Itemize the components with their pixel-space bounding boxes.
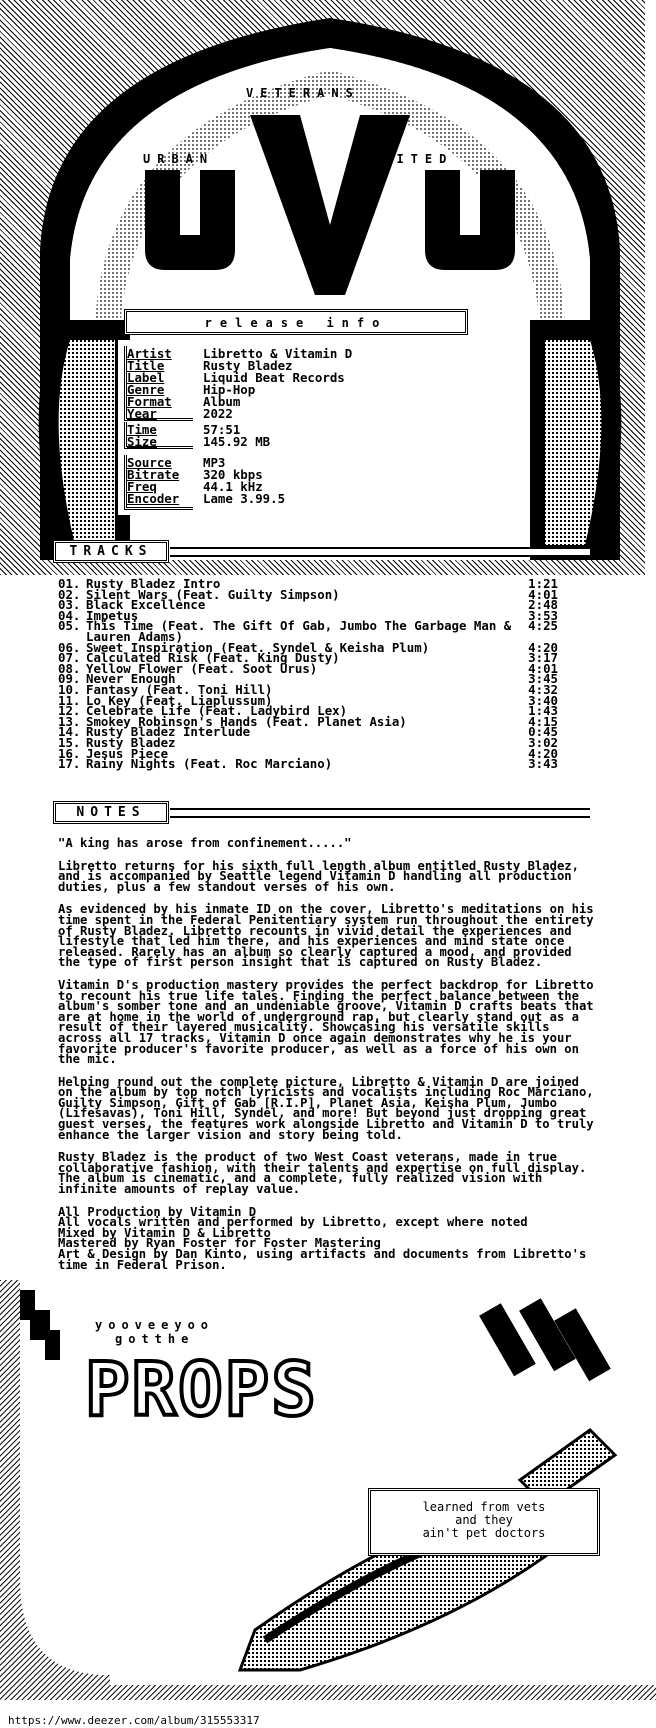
notes-paragraph: Helping round out the complete picture, Libretto & Vitamin D are joined on the album by top notch lyricists and vocalists including Roc Marciano, Guilty Simpson, Gift of Gab [R.I.P], Planet Asia, Keisha Plum, Jumbo (Lifesavas), Toni Hill, Syndel, and more! But beyond just dropping great guest verses, the features work alongside Libretto and Vitamin D to truly enhance the larger vision and story being told. [58, 1074, 594, 1142]
props-big-word: PROPS [85, 1347, 318, 1433]
release-info-value: MP3 [203, 455, 226, 470]
track-title: This Time (Feat. The Gift Of Gab, Jumbo The Garbage Man & [86, 618, 512, 634]
notes-heading-label: NOTES [76, 805, 146, 820]
track-number: 02. [58, 586, 81, 602]
track-duration: 2:48 [528, 597, 558, 613]
release-info-label: Time [127, 422, 157, 437]
release-info-value: Hip-Hop [203, 382, 256, 397]
notes-heading [53, 801, 169, 824]
track-number: 16. [58, 745, 81, 761]
header-art [0, 0, 656, 580]
track-number: 01. [58, 576, 81, 591]
release-info-label: Format [127, 394, 172, 409]
track-duration: 3:53 [528, 607, 558, 623]
credit-line: All vocals written and performed by Libretto, except where noted [58, 1215, 528, 1230]
release-info-value: 320 kbps [203, 467, 263, 482]
track-number: 14. [58, 724, 81, 740]
notes-body [58, 838, 598, 1270]
footer-line-1: yooveeyoo [95, 1318, 215, 1332]
track-number: 12. [58, 703, 81, 719]
source-url[interactable]: https://www.deezer.com/album/315553317 [8, 1714, 260, 1727]
track-title: Calculated Risk (Feat. King Dusty) [86, 650, 340, 666]
track-duration: 4:01 [528, 586, 558, 602]
notes-paragraph: Libretto returns for his sixth full length album entitled Rusty Bladez, and is accompanied by Seattle legend Vitamin D handling all production duties, plus a few standout verses of his own. [58, 858, 579, 894]
track-title: Rusty Bladez Intro [86, 576, 221, 591]
motto-line-3: ain't pet doctors [422, 1526, 546, 1540]
motto-line-2: and they [455, 1513, 513, 1527]
credit-line: Mixed by Vitamin D & Libretto [58, 1225, 271, 1240]
credit-line: Mastered by Ryan Foster for Foster Mastering [58, 1236, 381, 1251]
header-word-right: UNITED [368, 152, 454, 166]
release-info-value: Lame 3.99.5 [203, 491, 286, 506]
track-duration: 3:45 [528, 671, 558, 687]
track-duration: 1:43 [528, 703, 558, 719]
release-info-label: Source [127, 455, 172, 470]
track-duration: 0:45 [528, 724, 558, 740]
track-number: 10. [58, 681, 81, 697]
footer-line-2: gotthe [115, 1332, 195, 1346]
release-info-label: Year [127, 406, 157, 421]
track-duration: 4:01 [528, 660, 558, 676]
release-info-label: Title [127, 358, 165, 373]
release-info-label: Label [127, 370, 165, 385]
release-info-value: Rusty Bladez [203, 358, 293, 373]
release-info-title: release info [204, 316, 388, 330]
header-word-top: VETERANS [246, 86, 360, 100]
group-3-bracket [124, 455, 193, 510]
release-info-label: Freq [127, 479, 157, 494]
track-title: Never Enough [86, 671, 176, 687]
track-title: Celebrate Life (Feat. Ladybird Lex) [86, 703, 348, 719]
track-duration: 4:25 [528, 618, 558, 634]
track-number: 03. [58, 597, 81, 613]
release-info-value: Album [203, 394, 241, 409]
release-info-label: Artist [127, 346, 172, 361]
track-duration: 4:20 [528, 745, 558, 761]
release-info-label: Bitrate [127, 467, 180, 482]
notes-heading-rule [170, 808, 590, 818]
track-duration: 3:02 [528, 734, 558, 750]
motto-box [368, 1488, 600, 1556]
track-title: Smokey Robinson's Hands (Feat. Planet Asia) [86, 713, 407, 729]
header-word-left: URBAN [143, 152, 215, 166]
track-title: Sweet Inspiration (Feat. Syndel & Keisha Plum) [86, 639, 430, 655]
track-title: Rainy Nights (Feat. Roc Marciano) [86, 756, 333, 772]
notes-paragraph: Rusty Bladez is the product of two West Coast veterans, made in true collaborative fashion, with their talents and expertise on full display. The album is cinematic, and a complete, fully realized vision with infinite amounts of replay value. [58, 1150, 587, 1197]
track-title: Lo Key (Feat. Liaplussum) [86, 692, 273, 708]
notes-paragraph: As evidenced by his inmate ID on the cover, Libretto's meditations on his time spent in the Federal Penitentiary system run throughout the entirety of Rusty Bladez. Libretto recounts in vivid detail the experiences and lifestyle that led him there, and his experiences and mind state once released. Rarely has an album so clearly captured a mood, and provided the type of first person insight that is captured on Rusty Bladez. [58, 902, 594, 970]
release-info-value: 44.1 kHz [203, 479, 263, 494]
track-number: 04. [58, 607, 81, 623]
track-row [58, 756, 558, 772]
tracks-heading [53, 540, 169, 563]
tracks-heading-rule [170, 547, 590, 557]
track-title: Lauren Adams) [86, 628, 183, 644]
track-duration: 3:17 [528, 650, 558, 666]
release-info-title-box [124, 309, 468, 335]
release-info-label: Genre [127, 382, 165, 397]
release-info-label: Size [127, 434, 157, 449]
release-info-value: Liquid Beat Records [203, 370, 345, 385]
track-duration: 1:21 [528, 576, 558, 591]
group-2-bracket [124, 422, 193, 449]
release-info-value: Libretto & Vitamin D [203, 346, 353, 361]
track-title: Impetus [86, 607, 139, 623]
track-number: 13. [58, 713, 81, 729]
track-number: 06. [58, 639, 81, 655]
track-title: Jesus Piece [86, 745, 169, 761]
release-info-value: 2022 [203, 406, 233, 421]
track-duration: 3:40 [528, 692, 558, 708]
notes-paragraph: Vitamin D's production mastery provides the perfect backdrop for Libretto to recount his true life tales. Finding the perfect balance between the album's somber tone and an undeniable groove, Vitamin D crafts beats that are at home in the world of underground rap, but clearly stand out as a result of their layered musicality. Showcasing his versatile skills across all 17 tracks, Vitamin D once again demonstrates why he is your favorite producer's favorite producer, as well as a force of his own on the mic. [58, 977, 594, 1067]
credits-block [58, 1204, 598, 1272]
track-number: 05. [58, 618, 81, 634]
track-duration: 3:43 [528, 756, 558, 772]
track-duration: 4:32 [528, 681, 558, 697]
track-title: Silent Wars (Feat. Guilty Simpson) [86, 586, 340, 602]
track-title: Fantasy (Feat. Toni Hill) [86, 681, 273, 697]
credit-line: All Production by Vitamin D [58, 1204, 257, 1219]
release-info-value: 145.92 MB [203, 434, 271, 449]
track-number: 08. [58, 660, 81, 676]
track-list [58, 576, 558, 772]
track-number: 15. [58, 734, 81, 750]
track-number: 11. [58, 692, 81, 708]
tracks-heading-label: TRACKS [69, 544, 153, 559]
track-title: Rusty Bladez [86, 734, 176, 750]
group-1-bracket [124, 346, 193, 421]
release-info-label: Encoder [127, 491, 180, 506]
track-title: Rusty Bladez Interlude [86, 724, 251, 740]
motto-line-1: learned from vets [422, 1500, 546, 1514]
credit-line: Art & Design by Dan Kinto, using artifacts and documents from Libretto's time in Federal Prison. [58, 1247, 587, 1272]
footer-art [0, 1280, 656, 1700]
notes-paragraph: "A king has arose from confinement....." [58, 836, 352, 850]
track-number: 17. [58, 756, 81, 772]
track-duration: 4:15 [528, 713, 558, 729]
track-title: Yellow Flower (Feat. Soot Urus) [86, 660, 318, 676]
track-duration: 4:20 [528, 639, 558, 655]
release-info-value: 57:51 [203, 422, 241, 437]
track-title: Black Excellence [86, 597, 206, 613]
track-number: 09. [58, 671, 81, 687]
track-number: 07. [58, 650, 81, 666]
